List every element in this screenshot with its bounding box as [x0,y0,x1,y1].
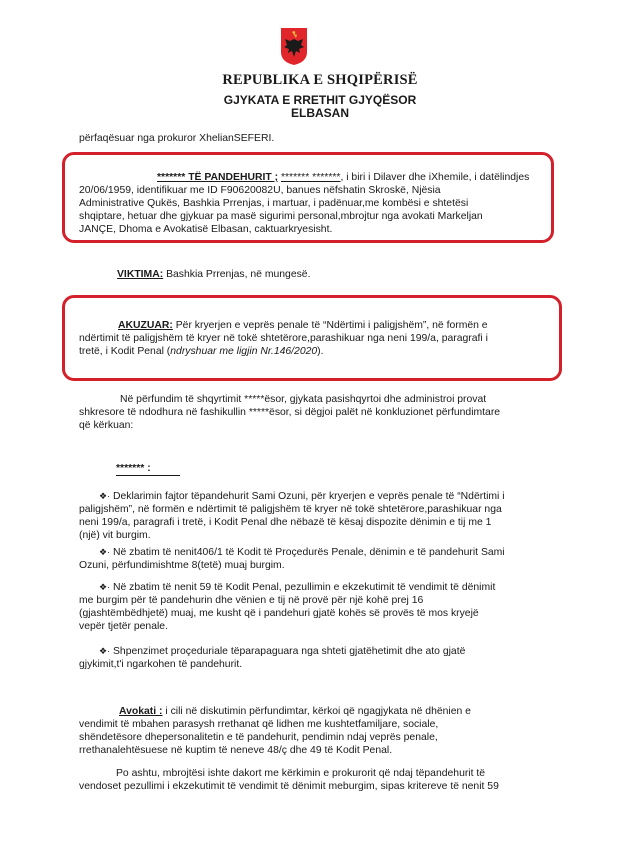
accused-line-1-text: , i biri i Dilaver dhe iXhemile, i datëlindjes [340,172,530,183]
court-name: GJYKATA E RRETHIT GJYQËSOR [223,93,417,107]
accused-line-2: 20/06/1959, identifikuar me ID F90620082U, banues nëfshatin Skroskë, Njësia [79,185,441,196]
diamond-bullet-icon: ❖· [99,646,111,656]
accused-line-4: shqiptare, hetuar dhe gjykuar pa masë sigurimi personal,mbrojtur nga avokati Markeljan [79,211,483,222]
request-2-text-1: Në zbatim të nenit406/1 të Kodit të Proçedurës Penale, dënimin e të pandehurit Sami [113,547,505,558]
charge-line-1-text: Për kryerjen e veprës penale të “Ndërtimi i paligjshëm”, në formën e [172,320,488,331]
defense-label: Avokati : [119,706,163,717]
request-1-line-1 [99,490,505,503]
victim-text: Bashkia Prrenjas, në mungesë. [163,269,311,280]
request-3-line-4: vepër tjetër penale. [79,621,168,632]
accused-line-1 [157,171,529,184]
conclusion-line-3: që kërkuan: [79,420,134,431]
request-3-line-1 [99,581,495,594]
request-1-line-3: neni 199/a, paragrafi i tretë, i Kodit Penal dhe nëbazë të kësaj dispozite dënimin e tij me 1 [79,517,492,528]
closing-line-1: Po ashtu, mbrojtësi ishte dakort me kërkimin e prokurorit që ndaj tëpandehurit të [116,768,486,779]
charge-line-1 [118,319,488,332]
defense-line-1 [119,705,471,718]
request-3-text-1: Në zbatim të nenit 59 të Kodit Penal, pezullimin e ekzekutimit të vendimit të dënimit [113,582,496,593]
charge-law-reference: ndryshuar me ligjin Nr.146/2020 [170,346,318,357]
request-4-line-2: gjykimit,t'i ngarkohen të pandehurit. [79,659,243,670]
diamond-bullet-icon: ❖· [99,491,111,501]
request-2-line-1 [99,546,505,559]
prosecutor-heading: ******* : [116,462,180,476]
conclusion-line-2: shkresore të ndodhura në fashikullin *****ësor, si dëgjoi palët në konkluzionet përfundimtare [79,407,501,418]
diamond-bullet-icon: ❖· [99,582,111,592]
request-1-line-2: paligjshëm”, në formën e ndërtimit të paligjshëm të kryer në tokë shtetërore,parashikuar nga [79,504,502,515]
court-city: ELBASAN [290,106,349,120]
intro-line: përfaqësuar nga prokuror XhelianSEFERI. [79,133,275,144]
victim-line [117,268,310,281]
request-4-text-1: Shpenzimet proçeduriale tëparapaguara nga shteti gjatëhetimit dhe ato gjatë [113,646,466,657]
request-2-line-2: Ozuni, përfundimishtme 8(tetë) muaj burgim. [79,560,285,571]
request-4-line-1 [99,645,465,658]
request-1-text-1: Deklarimin fajtor tëpandehurit Sami Ozuni, për kryerjen e veprës penale të “Ndërtimi i [113,491,505,502]
defense-line-4: rrethanalehtësuese në kuptim të neneve 48/ç dhe 49 të Kodit Penal. [79,745,393,756]
accused-label: ******* TË PANDEHURIT ; [157,172,279,183]
accused-name: ******* ******* [280,172,341,183]
request-3-line-3: (gjashtëmbëdhjetë) muaj, me kusht që i pandehuri gjatë kohës së provës të mos kryejë [79,608,479,619]
accused-line-3: Administrative Qukës, Bashkia Prrenjas, i martuar, i padënuar,me kombësi e shtetësi [79,198,469,209]
conclusion-line-1: Në përfundim të shqyrtimit *****ësor, gjykata pasishqyrtoi dhe administroi provat [120,394,487,405]
defense-line-2: vendimit të mbahen parasysh rrethanat që lidhen me kushtetfamiljare, sociale, [79,719,439,730]
charge-line-3-b: ). [317,346,324,357]
closing-line-2: vendoset pezullimi i ekzekutimit të vendimit të dënimit meburgim, sipas kritereve të nenit 59 [79,781,499,792]
request-3-line-2: me burgim për të pandehurin dhe vënien e tij në provë për një kohë prej 16 [79,595,424,606]
diamond-bullet-icon: ❖· [99,547,111,557]
victim-label: VIKTIMA: [117,269,164,280]
defense-line-3: shëndetësore dhepersonalitetin e të pandehurit, pendimin ndaj veprës penale, [79,732,438,743]
charge-line-2: ndërtimit të paligjshëm të kryer në tokë shtetërore,parashikuar nga neni 199/a, paragrafi i [79,333,488,344]
court-title [0,94,640,120]
charge-line-3 [79,345,324,358]
accused-line-5: JANÇE, Dhoma e Avokatisë Elbasan, caktuarkryesisht. [79,224,333,235]
charge-label: AKUZUAR: [118,320,173,331]
republic-title: REPUBLIKA E SHQIPËRISË [222,72,418,88]
defense-line-1-text: i cili në diskutimin përfundimtar, kërkoi që ngagjykata në dhënien e [162,706,471,717]
charge-line-3-a: tretë, i Kodit Penal ( [79,346,171,357]
request-1-line-4: (një) vit burgim. [79,530,151,541]
albanian-coat-of-arms-icon [280,26,308,66]
